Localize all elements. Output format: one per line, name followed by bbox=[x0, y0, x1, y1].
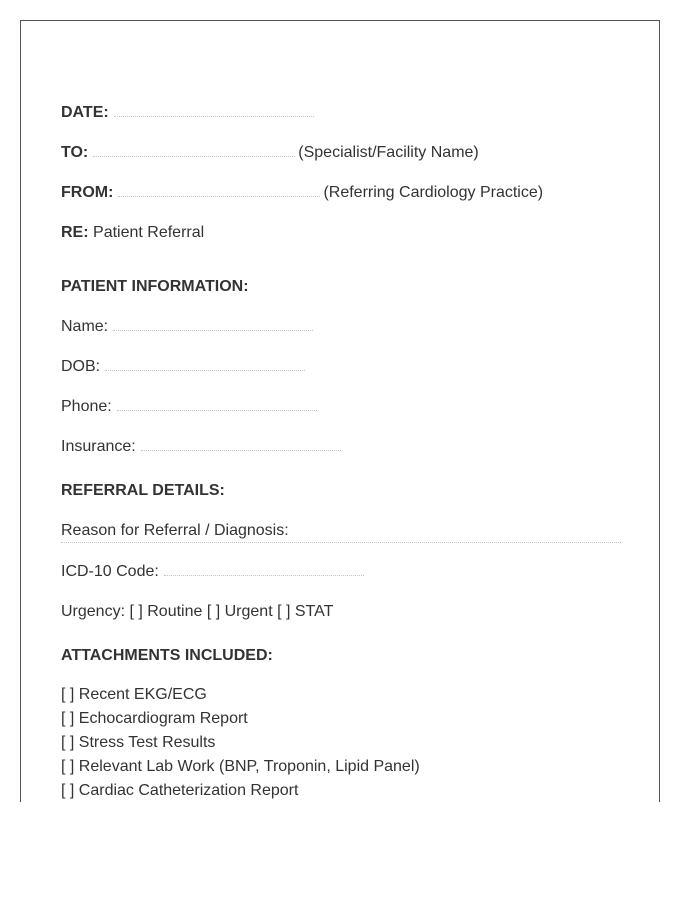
name-field[interactable] bbox=[113, 329, 313, 331]
urgency-row: Urgency: [ ] Routine [ ] Urgent [ ] STAT bbox=[61, 603, 334, 620]
dob-row bbox=[61, 357, 308, 377]
re-value: Patient Referral bbox=[93, 224, 205, 241]
from-label: FROM: bbox=[61, 184, 114, 201]
name-label: Name: bbox=[61, 318, 109, 335]
re-label: RE: bbox=[61, 224, 89, 241]
date-label: DATE: bbox=[61, 104, 109, 121]
insurance-field[interactable] bbox=[141, 449, 341, 451]
attachments-list bbox=[61, 683, 420, 802]
date-field[interactable] bbox=[114, 115, 314, 117]
phone-field[interactable] bbox=[117, 409, 317, 411]
insurance-label: Insurance: bbox=[61, 438, 136, 455]
phone-label: Phone: bbox=[61, 398, 112, 415]
dob-field[interactable] bbox=[105, 369, 305, 371]
from-hint: (Referring Cardiology Practice) bbox=[323, 184, 544, 201]
to-row bbox=[61, 143, 479, 163]
icd-row bbox=[61, 562, 367, 582]
reason-field[interactable] bbox=[61, 542, 621, 543]
attachment-item-lab-work[interactable]: [ ] Relevant Lab Work (BNP, Troponin, Lipid Panel) bbox=[61, 758, 420, 775]
referral-details-heading: REFERRAL DETAILS: bbox=[61, 482, 225, 499]
attachments-heading: ATTACHMENTS INCLUDED: bbox=[61, 647, 273, 664]
insurance-row bbox=[61, 437, 344, 457]
date-row bbox=[61, 103, 317, 123]
phone-row bbox=[61, 397, 320, 417]
from-row bbox=[61, 183, 543, 203]
re-row bbox=[61, 223, 204, 243]
patient-info-heading: PATIENT INFORMATION: bbox=[61, 278, 249, 295]
reason-label: Reason for Referral / Diagnosis: bbox=[61, 522, 289, 539]
referral-letter-page bbox=[20, 20, 660, 802]
attachment-item-catheterization[interactable]: [ ] Cardiac Catheterization Report bbox=[61, 782, 299, 799]
attachment-item-stress-test[interactable]: [ ] Stress Test Results bbox=[61, 734, 216, 751]
dob-label: DOB: bbox=[61, 358, 101, 375]
to-label: TO: bbox=[61, 144, 89, 161]
name-row bbox=[61, 317, 316, 337]
to-field[interactable] bbox=[93, 155, 295, 157]
icd-field[interactable] bbox=[164, 574, 364, 576]
reason-row bbox=[61, 521, 289, 541]
from-field[interactable] bbox=[118, 195, 320, 197]
to-hint: (Specialist/Facility Name) bbox=[298, 144, 479, 161]
attachment-item-echo[interactable]: [ ] Echocardiogram Report bbox=[61, 710, 248, 727]
icd-label: ICD-10 Code: bbox=[61, 563, 159, 580]
attachment-item-ekg[interactable]: [ ] Recent EKG/ECG bbox=[61, 686, 207, 703]
